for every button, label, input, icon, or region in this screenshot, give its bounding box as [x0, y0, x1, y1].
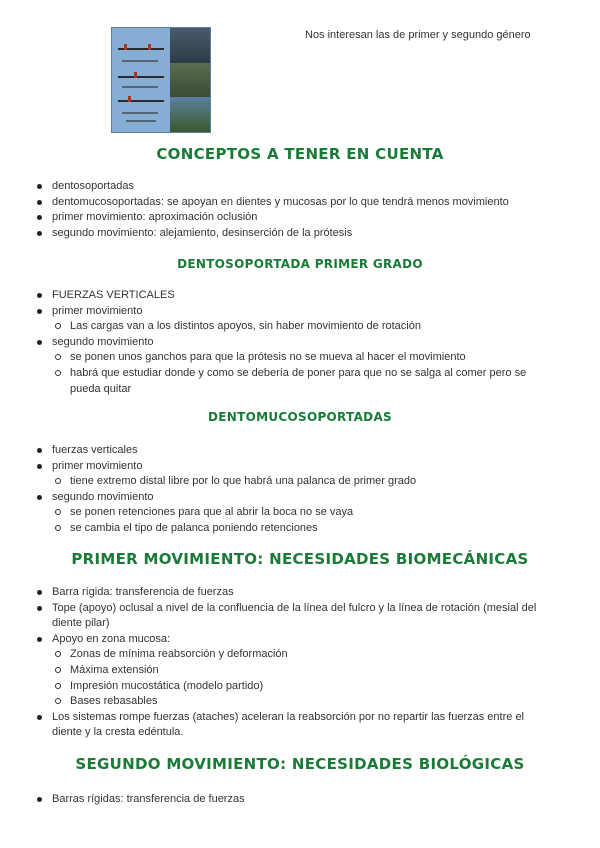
sub-list-item: Zonas de mínima reabsorción y deformación — [37, 647, 552, 663]
list-item: Tope (apoyo) oclusal a nivel de la confluencia de la línea del fulcro y la línea de rotación (mesial del diente pilar) — [37, 601, 552, 632]
list-item: primer movimiento — [37, 459, 552, 475]
sub-list-item: se cambia el tipo de palanca poniendo retenciones — [37, 521, 552, 537]
diagram-label-line — [122, 112, 158, 114]
section-title-dentomucosoportadas: DENTOMUCOSOPORTADAS — [208, 410, 392, 424]
list-item: Barras rígidas: transferencia de fuerzas — [37, 792, 552, 808]
diagram-label-line — [122, 60, 158, 62]
section-title-conceptos: CONCEPTOS A TENER EN CUENTA — [156, 145, 444, 163]
list-primer-movimiento — [37, 585, 552, 741]
photo-3 — [170, 97, 210, 132]
photo-2 — [170, 63, 210, 97]
sub-list-item: Impresión mucostática (modelo partido) — [37, 679, 552, 695]
list-item: fuerzas verticales — [37, 443, 552, 459]
sub-list-item: Las cargas van a los distintos apoyos, sin haber movimiento de rotación — [37, 319, 552, 335]
section-title-segundo-movimiento: SEGUNDO MOVIMIENTO: NECESIDADES BIOLÓGICAS — [75, 755, 525, 773]
lever-diagram-2 — [118, 76, 164, 78]
list-dentosoportada — [37, 288, 552, 397]
list-item: segundo movimiento: alejamiento, desinserción de la prótesis — [37, 226, 552, 242]
diagram-label-line — [122, 86, 158, 88]
section-title-dentosoportada: DENTOSOPORTADA PRIMER GRADO — [177, 257, 423, 271]
list-item: segundo movimiento — [37, 490, 552, 506]
list-item: Apoyo en zona mucosa: — [37, 632, 552, 648]
diagram-panel — [112, 28, 170, 132]
sub-list-item: Máxima extensión — [37, 663, 552, 679]
list-item: primer movimiento — [37, 304, 552, 320]
list-item: Los sistemas rompe fuerzas (ataches) aceleran la reabsorción por no repartir las fuerzas entre el diente y la cresta edéntula. — [37, 710, 552, 741]
diagram-label-line — [126, 120, 156, 122]
section-title-primer-movimiento: PRIMER MOVIMIENTO: NECESIDADES BIOMECÁNICAS — [71, 550, 529, 568]
list-segundo-movimiento — [37, 792, 552, 808]
fulcrum-mark — [134, 72, 137, 78]
fulcrum-mark — [124, 44, 127, 50]
list-item: segundo movimiento — [37, 335, 552, 351]
list-item: primer movimiento: aproximación oclusión — [37, 210, 552, 226]
list-item: Barra rígida: transferencia de fuerzas — [37, 585, 552, 601]
fulcrum-mark — [148, 44, 151, 50]
sub-list-item: Bases rebasables — [37, 694, 552, 710]
sub-list-item: se ponen retenciones para que al abrir la boca no se vaya — [37, 505, 552, 521]
list-item: dentomucosoportadas: se apoyan en dientes y mucosas por lo que tendrá menos movimiento — [37, 195, 552, 211]
image-caption: Nos interesan las de primer y segundo género — [305, 29, 531, 41]
list-dentomucosoportadas — [37, 443, 552, 537]
sub-list-item: tiene extremo distal libre por lo que habrá una palanca de primer grado — [37, 474, 552, 490]
lever-diagram-3 — [118, 100, 164, 102]
fulcrum-mark — [128, 96, 131, 102]
list-item: FUERZAS VERTICALES — [37, 288, 552, 304]
dental-diagram-image — [111, 27, 211, 133]
photo-1 — [170, 28, 210, 63]
sub-list-item: se ponen unos ganchos para que la prótesis no se mueva al hacer el movimiento — [37, 350, 552, 366]
list-item: dentosoportadas — [37, 179, 552, 195]
list-conceptos — [37, 179, 552, 241]
sub-list-item: habrá que estudiar donde y como se debería de poner para que no se salga al comer pero se pueda quitar — [37, 366, 552, 397]
